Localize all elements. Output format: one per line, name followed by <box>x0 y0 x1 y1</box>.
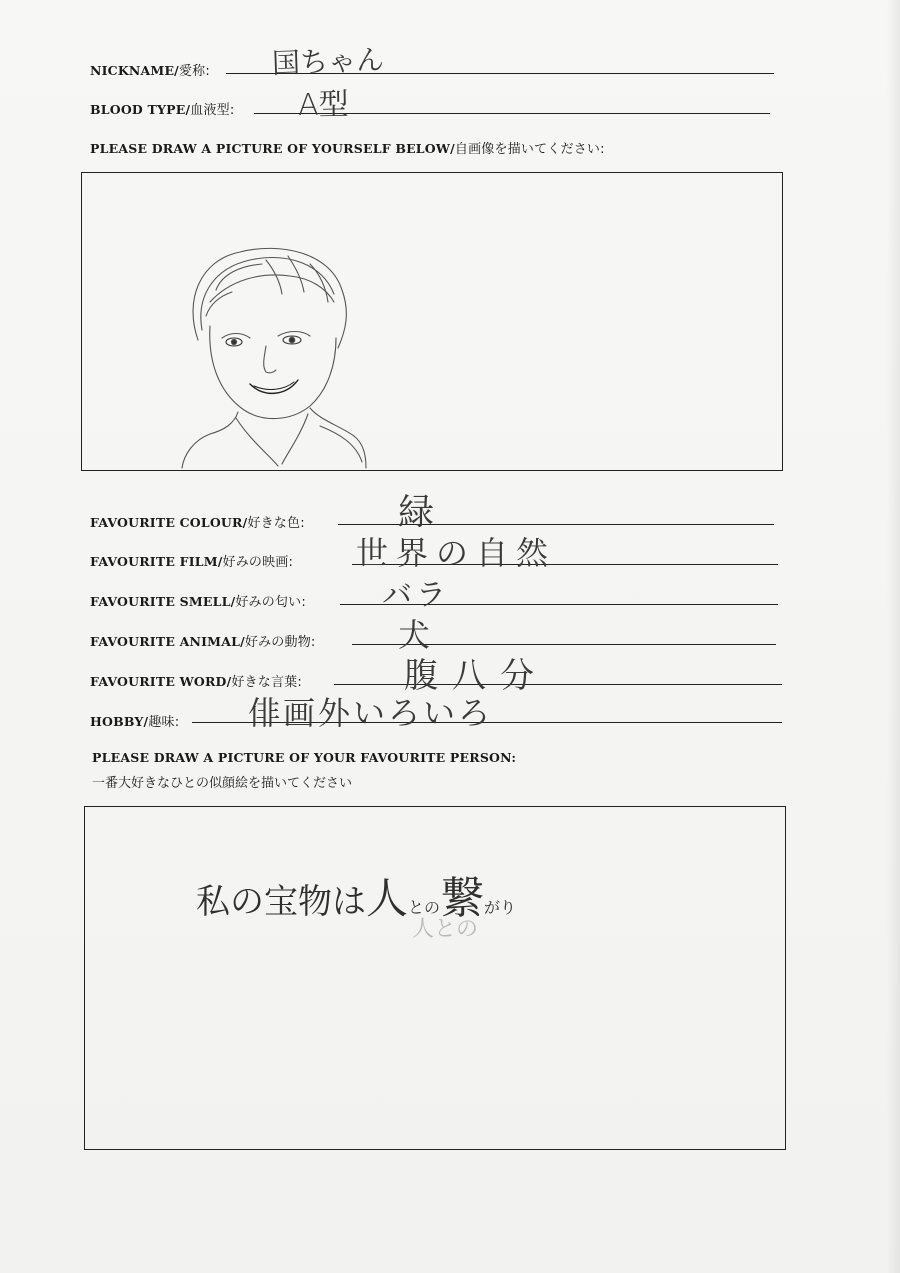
favourite-animal-label <box>90 631 315 650</box>
favourite-colour-label-jp: 好きな色: <box>247 516 305 531</box>
favourite-film-label-jp: 好みの映画: <box>222 555 294 570</box>
small-gari-text: がり <box>484 898 517 917</box>
nickname-label-jp: 愛称: <box>178 64 210 79</box>
favourite-colour-value[interactable]: 緑 <box>398 492 435 533</box>
favourite-word-line <box>334 684 782 685</box>
nickname-value[interactable]: 国ちゃん <box>271 43 385 80</box>
favourite-smell-label <box>90 591 306 610</box>
hobby-label-jp: 趣味: <box>148 715 180 730</box>
person-char: 人 <box>366 874 409 923</box>
self-portrait-prompt-jp: 自画像を描いてください: <box>454 142 605 157</box>
favourite-person-box[interactable] <box>84 806 786 1150</box>
favourite-word-value[interactable]: 腹八分 <box>404 656 548 696</box>
favourite-person-prompt-jp: 一番大好きなひとの似顔絵を描いてください <box>92 776 353 791</box>
favourite-smell-label-jp: 好みの匂い: <box>235 595 306 610</box>
self-portrait-prompt <box>90 138 605 157</box>
favourite-word-label-jp: 好きな言葉: <box>231 675 302 690</box>
favourite-animal-label-en: FAVOURITE ANIMAL/ <box>90 634 245 649</box>
blood-type-label-jp: 血液型: <box>190 103 235 118</box>
hobby-value[interactable]: 俳画外いろいろ <box>248 694 494 732</box>
treasure-text: 私の宝物は <box>196 882 366 922</box>
blood-type-label <box>90 99 234 118</box>
hobby-label <box>90 711 179 730</box>
favourite-animal-label-jp: 好みの動物: <box>244 635 316 650</box>
hobby-label-en: HOBBY/ <box>90 714 149 729</box>
favourite-smell-label-en: FAVOURITE SMELL/ <box>90 594 236 609</box>
favourite-word-label-en: FAVOURITE WORD/ <box>90 674 232 689</box>
self-portrait-sketch <box>170 230 380 470</box>
small-to-text: との <box>408 898 441 917</box>
favourite-film-label-en: FAVOURITE FILM/ <box>90 554 223 569</box>
tsuna-char: 繋 <box>440 873 485 924</box>
favourite-person-prompt: PLEASE DRAW A PICTURE OF YOUR FAVOURITE PERSON: <box>92 750 517 765</box>
favourite-film-value[interactable]: 世界の自然 <box>356 534 557 572</box>
favourite-colour-label-en: FAVOURITE COLOUR/ <box>90 515 248 530</box>
nickname-label <box>90 60 210 79</box>
favourite-colour-label <box>90 512 305 531</box>
self-portrait-prompt-en: PLEASE DRAW A PICTURE OF YOURSELF BELOW/ <box>90 141 455 156</box>
nickname-label-en: NICKNAME/ <box>90 63 179 78</box>
page-edge-shadow <box>886 0 900 1273</box>
blood-type-value[interactable]: A型 <box>297 87 349 123</box>
erased-ghost-text: 人との <box>412 917 479 942</box>
favourite-smell-value[interactable]: バラ <box>382 578 450 613</box>
favourite-film-label <box>90 551 293 570</box>
favourite-animal-value[interactable]: 犬 <box>398 616 431 654</box>
blood-type-label-en: BLOOD TYPE/ <box>90 102 191 117</box>
